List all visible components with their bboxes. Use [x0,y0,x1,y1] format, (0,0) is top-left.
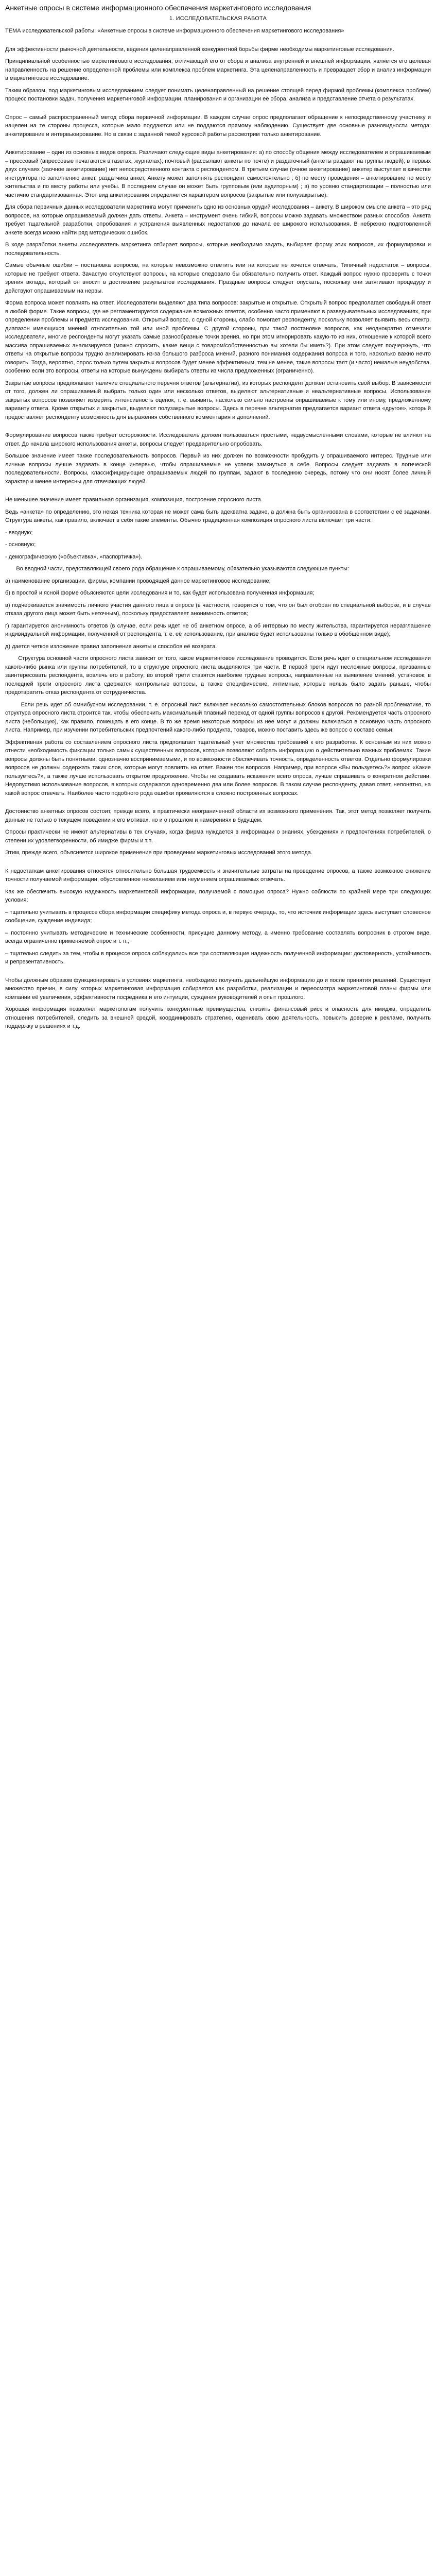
body-paragraph: К недостаткам анкетирования относятся относительно большая трудоемкость и значительные затраты на проведение опросов, а также возможное снижение точности получаемой информации, обусловленное нежеланием или неумением опрашиваемых отвечать. [5,868,433,883]
body-paragraph: Хорошая информация позволяет маркетологам получить конкурентные преимущества, снизить финансовый риск и опасность для имиджа, определить отношения потребителей, следить за внешней средой, координировать стратегию, оценивать свою деятельность, повысить доверие к рекламе, получить поддержку в решениях и т.д. [5,1006,433,1030]
body-paragraph: Для эффективности рыночной деятельности, ведения целенаправленной конкурентной борьбы фирме необходимы маркетинговые исследования. [5,46,394,53]
body-paragraph: Для сбора первичных данных исследователи маркетинга могут применить одно из основных орудий исследования – анкету. В широком смысле анкета – это ряд вопросов, на которые опрашиваемый должен дать ответы. Анкета – инструмент очень гибкий, вопросы можно задавать множеством разных способов. Анкета требует тщательной разработки, опробования и устранения выявленных недостатков до начала ее широкого использования. В небрежно подготовленной анкете всегда можно найти ряд методических ошибок. [5,204,433,236]
body-paragraph: в) подчеркивается значимость личного участия данного лица в опросе (в частности, говорится о том, что он был отобран по специальной выборке, и в случае отказа другого лица может быть неточным), поскольку предоставляет анонимность ответов; [5,602,433,617]
paragraph-spacer [5,107,431,113]
body-paragraph: Закрытые вопросы предполагают наличие специального перечня ответов (альтернатив), из которых респондент должен остановить свой выбор. В зависимости от того, должен ли опрашиваемый выбрать только один или несколько ответов, выделяют альтернативные и неальтернативные вопросы. Использование закрытых вопросов позволяет измерить интенсивность оценок, т. е. выявить, насколько сильно настроены опрашиваемые к тому или иному, предложенному варианту ответа. Кроме открытых и закрытых, выделяют полузакрытые вопросы. Здесь в перечне альтернатив предлагается вариант ответа «другое», который предоставляет респонденту возможность для выражения собственного комментария и дополнений. [5,380,433,420]
section-heading: 1. ИССЛЕДОВАТЕЛЬСКАЯ РАБОТА [169,15,267,22]
body-paragraph: Анкетирование – один из основных видов опроса. Различают следующие виды анкетирования: а) по способу общения между исследователем и опрашиваемым – прессовый (апрессовые печатаются в газетах, журналах); почтовый (рассылают анкеты по почте) и раздаточный (анкеты раздают на группы людей); в первых двух случаях (заочное анкетирование) нет непосредственного контакта с респондентом. В третьем случае (очное анкетирование) анкетер выступает в качестве инструктора по заполнению анкет, раздатчика анкет, Анкету может заполнять респондент самостоятельно ; б) по месту проведения – анкетирование по месту жительства и по месту работы или учебы. В последнем случае он может быть групповым (или аудиторным) ; в) по уровню стандартизации – полностью или частично стандартизованная. Этот вид анкетирования определяется характером вопросов (закрытые или полузакрытые). [5,149,433,198]
paragraph-spacer [5,142,431,148]
body-paragraph: Если речь идет об омнибусном исследовании, т. е. опросный лист включает несколько самостоятельных блоков вопросов по разной проблематике, то структура опросного листа строится так, чтобы обеспечить максимальный плавный переход от одной группы вопросов к другой. Рекомендуется часть опросного листа (небольшую), как правило, помещать в его конце. В то же время некоторые вопросы из нее могут и должны включаться в основную часть опросного листа. Например, при изучении потребительских предпочтений какого-либо продукта, товаров, можно поставить здесь же вопрос о составе семьи. [5,701,433,734]
body-paragraph: Как же обеспечить высокую надежность маркетинговой информации, получаемой с помощью опроса? Нужно соблюсти по крайней мере три следующих условия: [5,888,433,904]
body-paragraph: - демографическую («объективка», «паспортичка»). [5,553,143,560]
document-title: Анкетные опросы в системе информационного обеспечения маркетингового исследования [5,4,311,12]
body-paragraph: Форма вопроса может повлиять на ответ. Исследователи выделяют два типа вопросов: закрытые и открытые. Открытый вопрос предполагает свободный ответ в любой форме. Такие вопросы, где не регламентируется содержание возможных ответов, особенно часто применяют в разведывательных исследованиях, при определении проблемы и предмета исследования. Открытый вопрос, с одной стороны, слабо помогает респонденту, поскольку позволяет выявить весь спектр, диапазон имеющихся мнений относительно той или иной проблемы. С другой стороны, при такой постановке вопросов, как неоднократно отмечали исследователи, многие респонденты могут указать самые разнообразные точки зрения, но при этом игнорировать какую-то из них, отношение к которой всего массива опрашиваемых анализируется (можно спросить, какие вещи с товаром/собственностью вы хотели бы иметь?). При этом следует подчеркнуть, что ответы на открытые вопросы трудно анализировать из-за большого разброса мнений, разного понимания содержания вопроса и того, насколько важно нечто говорить. Тогда, вероятно, опрос только путем закрытых вопросов будет менее эффективным, тем не менее, такие вопросы таят (и часто) немалые неудобства, особенно если это вопросы, ответы на которые вынуждены выбирать ответы из числа предложенных (ограниченно). [5,300,433,375]
body-paragraph: Этим, прежде всего, объясняется широкое применение при проведении маркетинговых исследований этого метода. [5,850,312,856]
body-paragraph: Не меньшее значение имеет правильная организация, композиция, построение опросного листа. [5,497,263,503]
paragraph-spacer [5,489,431,496]
body-paragraph: Чтобы должным образом функционировать в условиях маркетинга, необходимо получать дальнейшую информацию до и после принятия решений. Существует множество причин, в силу которых маркетинговая информация собирается как разработки, реализации и переосмотра маркетинговой планы фирмы или компании её увеличения, эффективности посредника и его интуиции, суждения руководителей и опыт прошлого. [5,977,433,1001]
body-paragraph: Принципиальной особенностью маркетингового исследования, отличающей его от сбора и анализа внутренней и внешней информации, является его целевая направленность на решение определенной проблемы или комплекса проблем маркетинга. Эта целенаправленность и превращает сбор и анализ информации в маркетинговое исследование. [5,58,433,82]
body-paragraph: Большое значение имеет также последовательность вопросов. Первый из них должен по возможности пробудить у опрашиваемого интерес. Трудные или личные вопросы лучше задавать в конце интервью, чтобы опрашиваемые не успели замкнуться в себе. Вопросы следует задавать в логической последовательности. Вопросы, классифицирующие опрашиваемых людей по группам, задают в последнюю очередь, потому что они носят более личный характер и менее интересны для отвечающих людей. [5,453,433,485]
body-paragraph: – тщательно следить за тем, чтобы в процессе опроса соблюдались все три составляющие надежность полученной информации: достоверность, устойчивость и репрезентативность. [5,950,433,965]
paragraph-spacer [5,861,431,867]
body-paragraph: ТЕМА исследовательской работы: «Анкетные опросы в системе информационного обеспечения маркетингового исследования» [5,28,344,35]
body-paragraph: Во вводной части, представляющей своего рода обращение к опрашиваемому, обязательно указываются следующие пункты: [5,566,349,572]
body-paragraph: – тщательно учитывать в процессе сбора информации специфику метода опроса и, в первую очередь, то, что источник информации здесь выступает словесное сообщение, суждение индивида; [5,909,433,924]
body-paragraph: Структура основной части опросного листа зависит от того, какое маркетинговое исследование проводится. Если речь идет о специальном исследовании какого-либо рынка или группы потребителей, то в структуре опросного листа выделяются три части. В первой трети идут несложные вопросы, призванные заинтересовать респондента, вовлечь его в работу; во второй трети ставятся наиболее трудные вопросы, направленные на выявление мнений, установок; в последней трети опросного листа сдержатся контрольные вопросы, а также специфические, интимные, которые нельзь было задать раньше, чтобы предотвратить отказ респондента от сотрудничества. [5,655,433,696]
body-paragraph: Таким образом, под маркетинговым исследованием следует понимать целенаправленный на решение стоящей перед фирмой проблемы (комплекса проблем) процесс постановки задач, получения маркетинговой информации, планирования и организации её сбора, анализа и представление отчета о результатах. [5,87,433,103]
body-paragraph: б) в простой и ясной форме объясняются цели исследования и то, как будет использована полученная информация; [5,590,315,597]
body-paragraph: Опросы практически не имеют альтернативы в тех случаях, когда фирма нуждается в информации о знаниях, убеждениях и предпочтениях потребителей, о степени их удовлетворенности, об имидже фирмы и т.п. [5,829,433,844]
document-page [0,0,436,1040]
body-paragraph: - вводную; [5,529,33,536]
paragraph-spacer [5,970,431,976]
body-paragraph: г) гарантируется анонимность ответов (в случае, если речь идет не об анкетном опросе, а об интервью по месту жительства, гарантируется неразглашение индивидуальной информации, полученной от респондента, т. е. её использование, при анализе будет использованы только в обобщенном виде); [5,622,433,638]
body-paragraph: Достоинство анкетных опросов состоит, прежде всего, в практически неограниченной области их возможного применения. Так, этот метод позволяет получить данные не только о текущем поведении и его мотивах, но и о прошлом и намерениях в будущем. [5,808,433,823]
body-paragraph: Эффективная работа со составлением опросного листа предполагает тщательный учет множества требований к его разработке. К основным из них можно отнести необходимость фиксации только самых существенных вопросов, которые позволяют собрать информацию о действительно важных проблемах. Такие вопросы должны быть понятными, однозначно воспринимаемыми, и по возможности обеспечивать точность, определенность ответов. Отдельно формулировки вопросов не должны содержать таких слов, которые могут повлиять на ответ. Важен тон вопросов. Например, при вопросе «Вы пользуетесь?» вопрос «Какие пользуетесь?», а также лучше использовать открытое продолжение. Чтобы не создавать искажения всего опроса, лучше спрашивать о конкретном действии. Недопустимо использование вопросов, в которых содержатся одновременно два или более вопросов. В таком случае респонденту, давая ответ, непонятно, на какой вопрос отвечать. Наиболее часто подобного рода ошибки проявляются в сложно построенных вопросах. [5,739,433,796]
body-paragraph: а) наименование организации, фирмы, компании проводящей данное маркетинговое исследование; [5,578,271,584]
paragraph-spacer [5,801,431,807]
body-paragraph: Формулирование вопросов также требует осторожности. Исследователь должен пользоваться простыми, недвусмысленными словами, которые не влияют на ответ. До начала широкого использования анкеты, вопросы следует предварительно опробовать. [5,432,433,447]
paragraph-spacer [5,425,431,431]
paragraph-spacer [5,39,431,45]
document-body [5,27,431,1031]
body-paragraph: В ходе разработки анкеты исследователь маркетинга отбирает вопросы, которые необходимо задать, выбирает форму этих вопросов, их формулировки и последовательность. [5,242,433,257]
body-paragraph: Ведь «анкета» по определению, это некая техника которая не может сама быть адекватна задаче, а должна быть организована в соответствии с её задачами. Структура анкеты, как правило, включает в себя такие элементы. Обычно традиционная композиция опросного листа включает три части: [5,509,433,524]
body-paragraph: д) дается четкое изложение правил заполнения анкеты и способов её возврата. [5,643,217,650]
body-paragraph: – постоянно учитывать методические и технические особенности, присущие данному методу, а именно требование составлять вопросник в строгом виде, всегда ограниченно применяемой опрос и т. п.; [5,929,433,945]
body-paragraph: Опрос – самый распространенный метод сбора первичной информации. В каждом случае опрос предполагает обращение к непосредственному участнику и нацелен на те стороны процесса, которые мало поддаются или не поддаются прямому наблюдению. Существует две основные разновидности метода: анкетирование и интервьюирование. Но в связи с заданной темой курсовой работы рассмотрим только анкетирование. [5,114,433,138]
body-paragraph: - основную; [5,541,36,548]
body-paragraph: Самые обычные ошибки – постановка вопросов, на которые невозможно ответить или на которые не хочется отвечать, Типичный недостаток – вопросы, которые не требуют ответа. Зачастую отсутствуют вопросы, на которые следовало бы обязательно получить ответ. Каждый вопрос нужно проверить с точки зрения вклада, который он вносит в достижение результатов исследования. Праздные вопросы следует опускать, поскольку они затягивают процедуру и действуют опрашиваемым на нервы. [5,262,433,294]
